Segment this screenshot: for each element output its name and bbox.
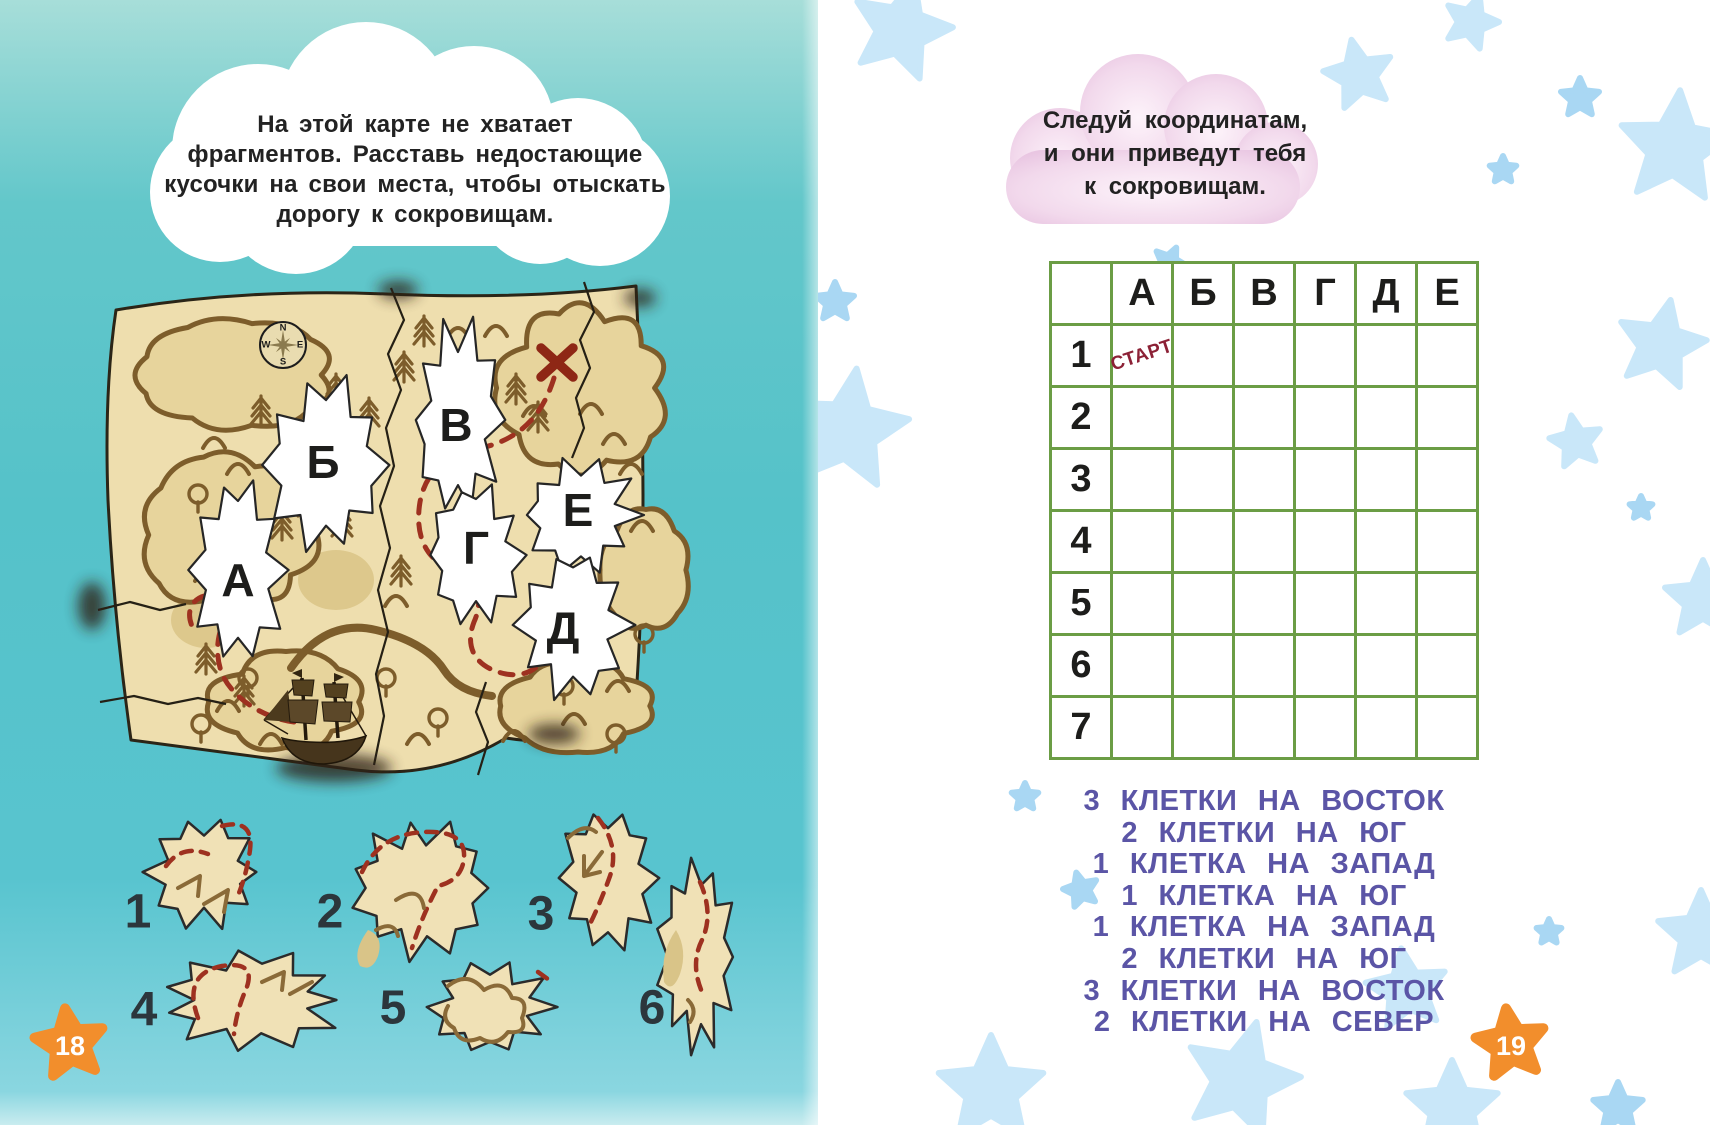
treasure-map	[78, 281, 688, 782]
svg-text:S: S	[279, 356, 287, 368]
map-slot-label-d: Д	[546, 602, 580, 654]
grid-col-header-b: Б	[1174, 264, 1235, 326]
grid-cell-g1	[1296, 326, 1357, 388]
grid-cell-e4	[1418, 512, 1479, 574]
grid-cell-d7	[1357, 698, 1418, 760]
grid-cell-g4	[1296, 512, 1357, 574]
direction-line-2: 2 КЛЕТКИ НА ЮГ	[1121, 816, 1407, 849]
map-fragment-4	[167, 951, 336, 1051]
grid-col-header-e: Е	[1418, 264, 1479, 326]
start-cell-label: СТАРТ	[1108, 335, 1176, 375]
instruction-line: фрагментов. Расставь недостающие	[187, 141, 643, 168]
direction-line-7: 3 КЛЕТКИ НА ВОСТОК	[1083, 974, 1445, 1007]
instruction-line: кусочки на свои места, чтобы отыскать	[164, 171, 666, 198]
fragment-number-3: 3	[527, 887, 555, 941]
grid-cell-d1	[1357, 326, 1418, 388]
grid-cell-v1	[1235, 326, 1296, 388]
grid-cell-b3	[1174, 450, 1235, 512]
grid-corner-cell	[1052, 264, 1113, 326]
fragment-number-2: 2	[316, 885, 344, 939]
grid-col-header-d: Д	[1357, 264, 1418, 326]
grid-cell-v7	[1235, 698, 1296, 760]
fragment-number-4: 4	[130, 983, 158, 1037]
svg-text:W: W	[261, 339, 271, 351]
star-icon	[1593, 1082, 1642, 1125]
star-icon	[818, 282, 854, 318]
star-icon	[1658, 890, 1710, 971]
coordinates-line: к сокровищам.	[1084, 173, 1266, 200]
page-badge-left	[35, 1008, 103, 1075]
map-slot-label-v: В	[439, 399, 473, 451]
direction-line-5: 1 КЛЕТКА НА ЗАПАД	[1092, 911, 1436, 944]
grid-cell-e1	[1418, 326, 1479, 388]
grid-row-header-2: 2	[1052, 388, 1113, 450]
star-icon	[818, 369, 909, 485]
grid-cell-v3	[1235, 450, 1296, 512]
fragment-number-6: 6	[638, 981, 666, 1035]
page-badge-right	[1476, 1008, 1544, 1075]
fragment-number-5: 5	[379, 981, 407, 1035]
page-number-left: 18	[54, 1031, 86, 1061]
grid-cell-g6	[1296, 636, 1357, 698]
grid-cell-e5	[1418, 574, 1479, 636]
direction-line-8: 2 КЛЕТКИ НА СЕВЕР	[1093, 1006, 1435, 1039]
grid-cell-a5	[1113, 574, 1174, 636]
grid-cell-d6	[1357, 636, 1418, 698]
star-icon	[1323, 40, 1390, 108]
star-icon	[1621, 300, 1707, 387]
grid-cell-d5	[1357, 574, 1418, 636]
coordinates-text	[1025, 104, 1325, 203]
page-right	[818, 0, 1710, 1125]
grid-cell-b6	[1174, 636, 1235, 698]
grid-row-header-6: 6	[1052, 636, 1113, 698]
page-number-right: 19	[1495, 1031, 1527, 1061]
instruction-line: На этой карте не хватает	[257, 111, 573, 138]
direction-line-4: 1 КЛЕТКА НА ЮГ	[1121, 879, 1407, 912]
coordinates-line: и они приведут тебя	[1043, 140, 1307, 167]
star-icon	[1549, 415, 1600, 466]
grid-row-header-4: 4	[1052, 512, 1113, 574]
grid-col-header-v: В	[1235, 264, 1296, 326]
grid-cell-b4	[1174, 512, 1235, 574]
grid-cell-a3	[1113, 450, 1174, 512]
grid-cell-b5	[1174, 574, 1235, 636]
fragment-number-1: 1	[124, 885, 152, 939]
grid-cell-g5	[1296, 574, 1357, 636]
grid-cell-a4	[1113, 512, 1174, 574]
directions-list	[1049, 786, 1479, 1039]
grid-cell-b1	[1174, 326, 1235, 388]
grid-cell-v6	[1235, 636, 1296, 698]
grid-cell-a7	[1113, 698, 1174, 760]
svg-text:E: E	[296, 339, 304, 351]
star-icon	[1448, 0, 1499, 49]
grid-cell-e7	[1418, 698, 1479, 760]
star-icon	[1561, 78, 1599, 114]
grid-row-header-5: 5	[1052, 574, 1113, 636]
direction-line-1: 3 КЛЕТКИ НА ВОСТОК	[1083, 785, 1445, 817]
grid-cell-v5	[1235, 574, 1296, 636]
grid-cell-e6	[1418, 636, 1479, 698]
grid-cell-g3	[1296, 450, 1357, 512]
star-icon	[1490, 156, 1517, 181]
direction-line-3: 1 КЛЕТКА НА ЗАПАД	[1092, 848, 1436, 881]
map-slot-label-g: Г	[462, 522, 490, 574]
grid-cell-e3	[1418, 450, 1479, 512]
page-left	[0, 0, 818, 1125]
grid-cell-b7	[1174, 698, 1235, 760]
grid-col-header-a: А	[1113, 264, 1174, 326]
grid-cell-d3	[1357, 450, 1418, 512]
coordinate-grid	[1049, 261, 1479, 760]
map-slot-label-b: Б	[306, 436, 340, 488]
grid-cell-g2	[1296, 388, 1357, 450]
star-icon	[1622, 90, 1710, 198]
grid-cell-b2	[1174, 388, 1235, 450]
grid-cell-v4	[1235, 512, 1296, 574]
direction-line-6: 2 КЛЕТКИ НА ЮГ	[1121, 942, 1407, 975]
star-icon	[857, 0, 953, 78]
grid-cell-a2	[1113, 388, 1174, 450]
grid-cell-a6	[1113, 636, 1174, 698]
grid-cell-d4	[1357, 512, 1418, 574]
coordinates-line: Следуй координатам,	[1042, 107, 1308, 134]
grid-cell-d2	[1357, 388, 1418, 450]
star-icon	[1406, 1060, 1497, 1125]
star-icon	[1537, 919, 1562, 943]
grid-cell-e2	[1418, 388, 1479, 450]
grid-row-header-3: 3	[1052, 450, 1113, 512]
star-icon	[939, 1035, 1044, 1125]
grid-cell-v2	[1235, 388, 1296, 450]
grid-row-header-7: 7	[1052, 698, 1113, 760]
instruction-text	[150, 110, 680, 230]
instruction-line: дорогу к сокровищам.	[276, 201, 554, 228]
grid-row-header-1: 1	[1052, 326, 1113, 388]
grid-cell-a1	[1108, 326, 1176, 388]
compass-icon	[260, 322, 306, 368]
grid-cell-g7	[1296, 698, 1357, 760]
grid-col-header-g: Г	[1296, 264, 1357, 326]
svg-text:N: N	[279, 322, 287, 334]
map-slot-label-e: Е	[562, 484, 594, 536]
map-slot-label-a: А	[221, 554, 255, 606]
star-icon	[1012, 783, 1039, 808]
star-icon	[1630, 496, 1653, 518]
star-icon	[1665, 560, 1710, 632]
